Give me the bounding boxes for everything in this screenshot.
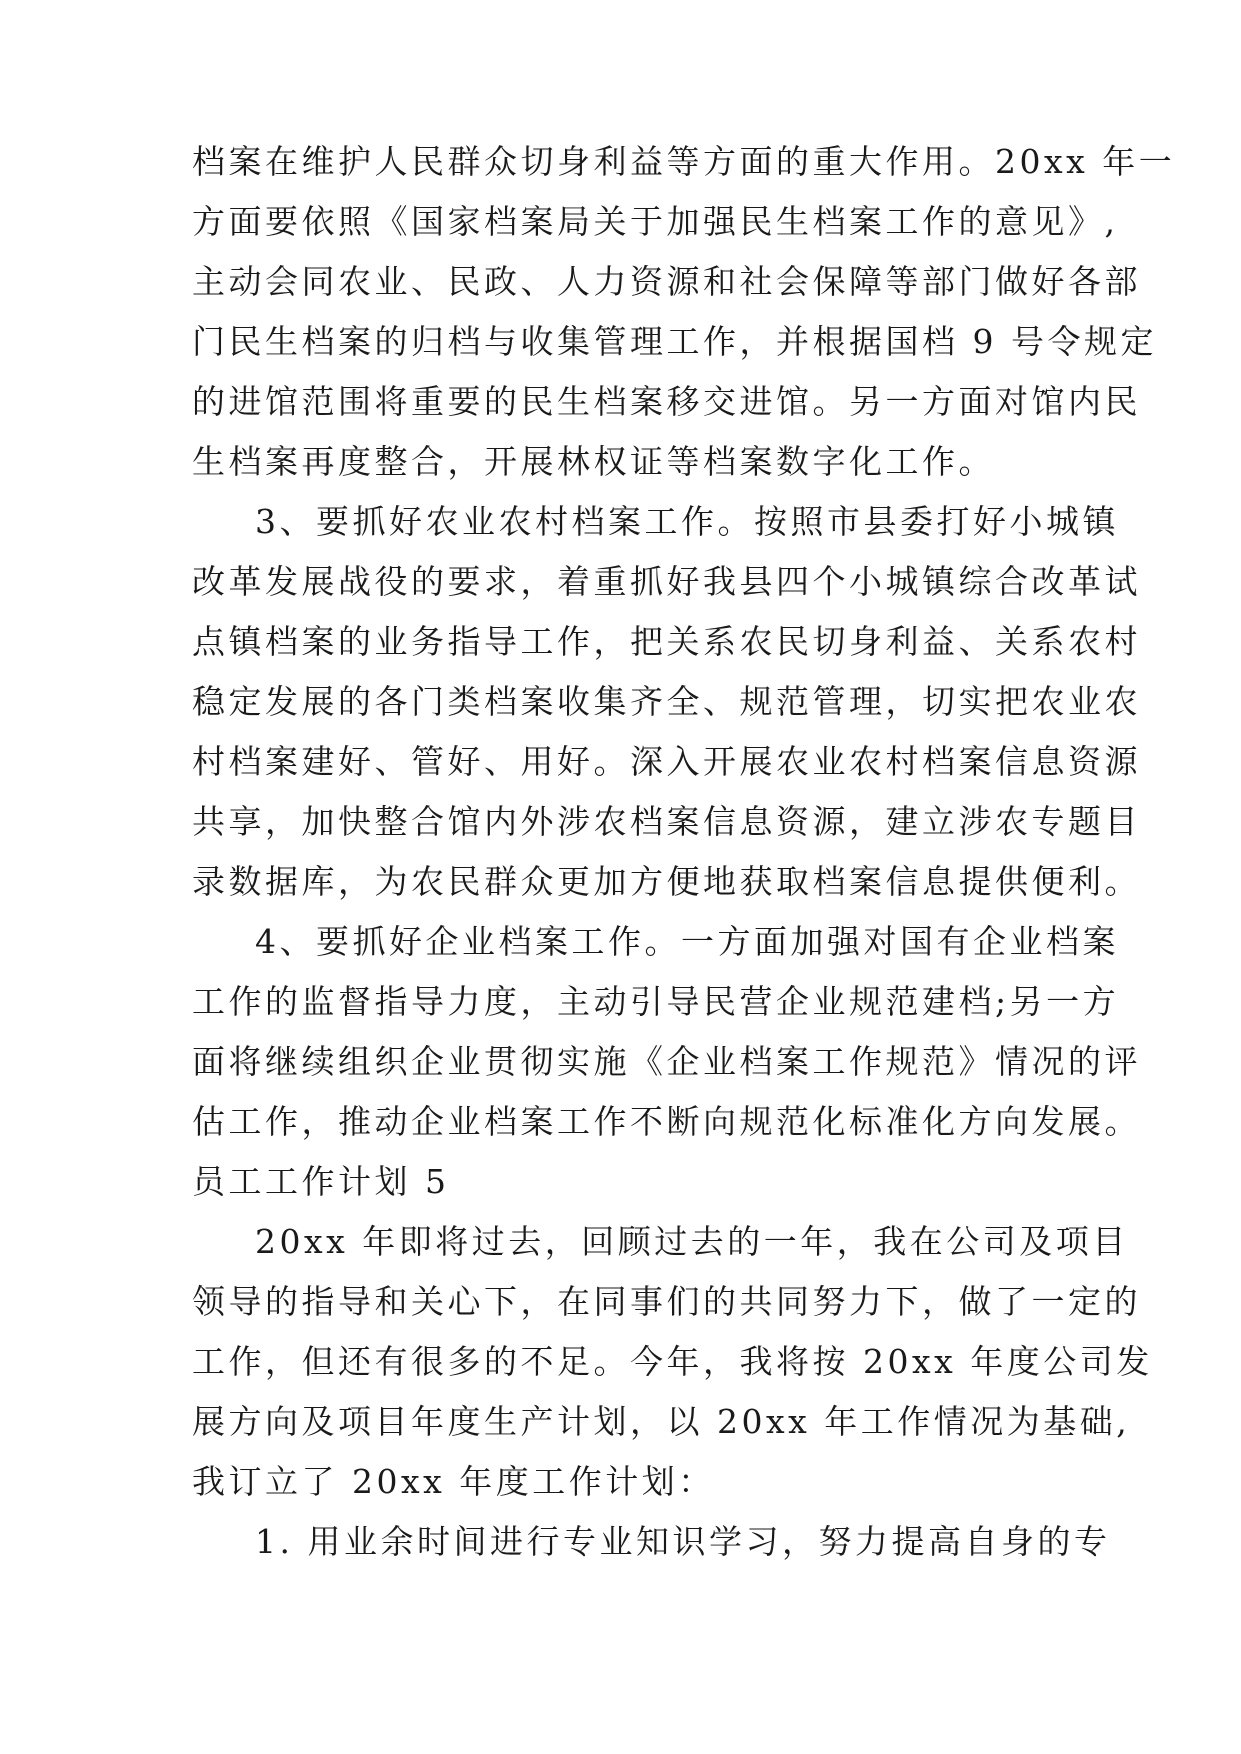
text-line: 主动会同农业、民政、人力资源和社会保障等部门做好各部 [192,262,1141,301]
paragraph-first-line: 1. 用业余时间进行专业知识学习，努力提高自身的专 [255,1522,1111,1561]
text-line: 改革发展战役的要求，着重抓好我县四个小城镇综合改革试 [192,562,1141,601]
text-line: 领导的指导和关心下，在同事们的共同努力下，做了一定的 [192,1282,1141,1321]
text-line: 方面要依照《国家档案局关于加强民生档案工作的意见》, [192,202,1119,241]
text-line: 村档案建好、管好、用好。深入开展农业农村档案信息资源 [192,742,1141,781]
text-line: 录数据库，为农民群众更加方便地获取档案信息提供便利。 [192,862,1141,901]
text-line: 的进馆范围将重要的民生档案移交进馆。另一方面对馆内民 [192,382,1141,421]
text-line: 我订立了 20xx 年度工作计划： [192,1462,715,1501]
text-line: 档案在维护人民群众切身利益等方面的重大作用。20xx 年一 [192,142,1176,181]
text-line: 点镇档案的业务指导工作，把关系农民切身利益、关系农村 [192,622,1141,661]
section-heading: 员工工作计划 5 [192,1162,450,1201]
text-line: 门民生档案的归档与收集管理工作，并根据国档 9 号令规定 [192,322,1157,361]
paragraph-first-line: 4、要抓好企业档案工作。一方面加强对国有企业档案 [255,922,1119,961]
text-line: 展方向及项目年度生产计划，以 20xx 年工作情况为基础, [192,1402,1131,1441]
text-line: 共享，加快整合馆内外涉农档案信息资源，建立涉农专题目 [192,802,1141,841]
paragraph-first-line: 3、要抓好农业农村档案工作。按照市县委打好小城镇 [255,502,1119,541]
paragraph-first-line: 20xx 年即将过去，回顾过去的一年，我在公司及项目 [255,1222,1129,1261]
text-line: 面将继续组织企业贯彻实施《企业档案工作规范》情况的评 [192,1042,1141,1081]
text-line: 工作的监督指导力度，主动引导民营企业规范建档;另一方 [192,982,1120,1021]
text-line: 估工作，推动企业档案工作不断向规范化标准化方向发展。 [192,1102,1141,1141]
text-line: 工作，但还有很多的不足。今年，我将按 20xx 年度公司发 [192,1342,1153,1381]
text-line: 稳定发展的各门类档案收集齐全、规范管理，切实把农业农 [192,682,1141,721]
text-line: 生档案再度整合，开展林权证等档案数字化工作。 [192,442,995,481]
